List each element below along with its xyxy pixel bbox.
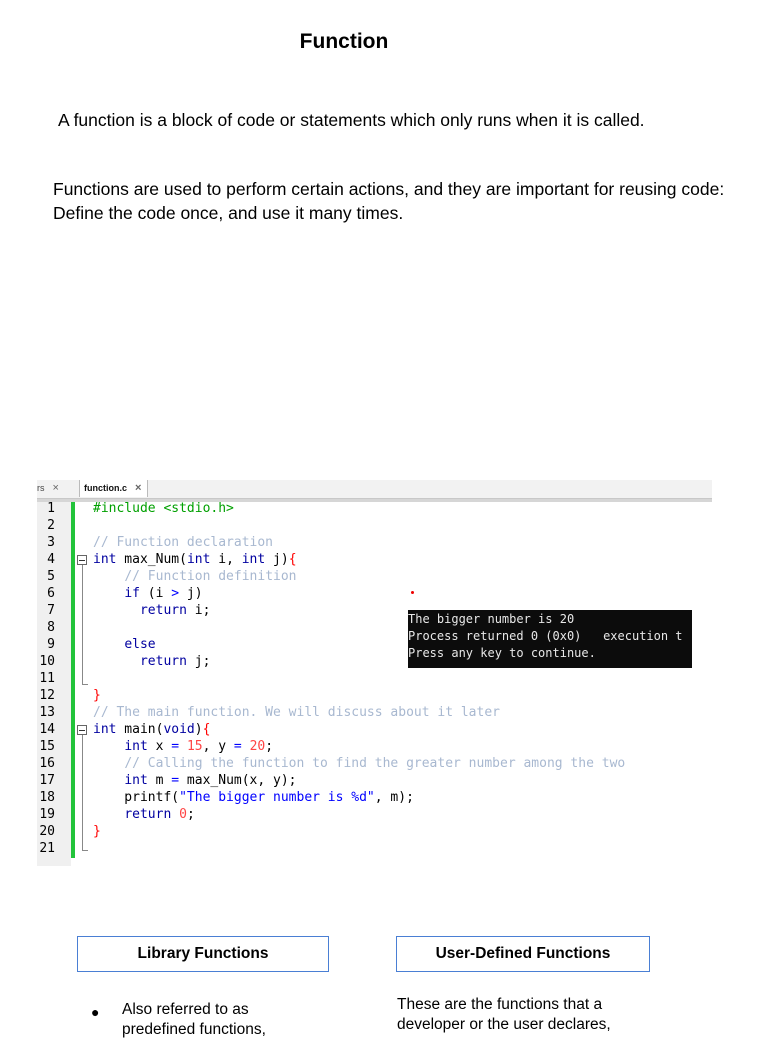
code-token: int: [124, 739, 148, 754]
line-number: 1: [47, 501, 55, 516]
tab-current-label: function.c: [84, 483, 127, 493]
bullet-icon: ●: [91, 1004, 100, 1020]
code-token: return: [139, 603, 187, 618]
fold-guide: [82, 735, 83, 850]
code-token: 0: [179, 807, 187, 822]
close-icon[interactable]: ×: [52, 482, 59, 494]
code-token: [171, 807, 179, 822]
tab-function-c[interactable]: [79, 480, 148, 497]
code-text: [93, 721, 210, 738]
code-text: [93, 636, 156, 653]
code-token: j;: [186, 654, 211, 669]
code-token: max_Num(: [116, 552, 187, 567]
fold-toggle-icon[interactable]: [77, 725, 87, 735]
code-token: i;: [186, 603, 211, 618]
code-token: else: [124, 637, 156, 652]
code-text: [93, 585, 203, 602]
code-line: [37, 517, 712, 534]
code-line: [37, 568, 712, 585]
line-number: 20: [39, 824, 55, 839]
code-line: [37, 789, 712, 806]
user-defined-description: These are the functions that a: [397, 996, 603, 1013]
code-line: [37, 738, 712, 755]
code-token: , m);: [374, 790, 414, 805]
user-defined-functions-box: User-Defined Functions: [396, 936, 650, 972]
code-token: [93, 773, 124, 788]
line-number: 19: [39, 807, 55, 822]
code-token: {: [288, 552, 297, 567]
purpose-paragraph: Functions are used to perform certain actions, and they are important for reusing code: Define the code once, and use it many times.: [53, 179, 725, 223]
code-token: ;: [186, 807, 195, 822]
code-token: ): [194, 722, 203, 737]
code-line: [37, 500, 712, 517]
code-line: [37, 772, 712, 789]
line-number: 13: [39, 705, 55, 720]
code-token: int: [241, 552, 266, 567]
console-line: Press any key to continue.: [408, 646, 596, 660]
code-line: [37, 551, 712, 568]
line-number: 16: [39, 756, 55, 771]
code-token: int: [93, 552, 117, 567]
code-token: j): [179, 586, 203, 601]
tab-previous-label: rs: [37, 483, 45, 493]
code-text: [93, 806, 195, 823]
line-number: 11: [39, 671, 55, 686]
library-description: Also referred to as: [122, 1001, 249, 1018]
line-number: 6: [47, 586, 55, 601]
code-token: "The bigger number is %d": [179, 790, 375, 805]
code-token: {: [202, 722, 211, 737]
line-number: 9: [47, 637, 55, 652]
tab-previous[interactable]: [37, 482, 59, 494]
line-number: 17: [39, 773, 55, 788]
line-number: 15: [39, 739, 55, 754]
line-number: 21: [39, 841, 55, 856]
code-token: [179, 739, 187, 754]
code-token: // Calling the function to find the greater number among the two: [124, 756, 626, 771]
code-token: #include <stdio.h>: [93, 501, 234, 516]
fold-end-marker: [82, 684, 88, 685]
code-text: [93, 568, 297, 585]
user-defined-description-continued: developer or the user declares,: [397, 1016, 611, 1033]
code-token: [93, 654, 140, 669]
code-token: max_Num(x, y);: [179, 773, 297, 788]
line-number: 3: [47, 535, 55, 550]
line-number: 8: [47, 620, 55, 635]
code-token: 15: [186, 739, 203, 754]
code-line: [37, 670, 712, 687]
code-text: [93, 738, 273, 755]
code-text: [93, 789, 414, 806]
code-token: [93, 807, 124, 822]
code-token: [93, 586, 124, 601]
code-line: [37, 687, 712, 704]
code-line: [37, 823, 712, 840]
code-token: // Function definition: [124, 569, 297, 584]
code-line: [37, 534, 712, 551]
code-text: [93, 653, 210, 670]
red-dot-marker: [411, 591, 414, 594]
code-token: // The main function. We will discuss about it later: [93, 705, 500, 720]
code-text: [93, 551, 297, 568]
code-token: i,: [210, 552, 242, 567]
intro-paragraph: A function is a block of code or statements which only runs when it is called.: [58, 110, 645, 130]
fold-guide: [82, 565, 83, 684]
code-token: (i: [139, 586, 172, 601]
line-number: 14: [39, 722, 55, 737]
code-token: j): [265, 552, 289, 567]
code-line: [37, 806, 712, 823]
code-token: printf(: [93, 790, 180, 805]
fold-toggle-icon[interactable]: [77, 555, 87, 565]
console-line: The bigger number is 20: [408, 612, 575, 626]
code-token: >: [171, 586, 180, 601]
code-token: [93, 756, 124, 771]
code-line: [37, 840, 712, 857]
code-token: // Function declaration: [93, 535, 274, 550]
code-token: return: [139, 654, 187, 669]
code-token: }: [93, 824, 101, 839]
code-token: 20: [249, 739, 266, 754]
line-number: 18: [39, 790, 55, 805]
code-text: [93, 687, 101, 704]
code-token: =: [171, 739, 180, 754]
code-text: [93, 704, 500, 721]
code-token: [93, 603, 140, 618]
code-token: x: [147, 739, 172, 754]
close-icon[interactable]: ×: [135, 482, 142, 494]
fold-end-marker: [82, 850, 88, 851]
code-token: int: [186, 552, 211, 567]
code-token: [93, 637, 124, 652]
code-token: [93, 739, 124, 754]
console-output: [408, 610, 692, 668]
line-number: 5: [47, 569, 55, 584]
line-number: 10: [39, 654, 55, 669]
code-token: }: [93, 688, 101, 703]
code-line: [37, 755, 712, 772]
console-line: Process returned 0 (0x0) execution t: [408, 629, 683, 643]
code-token: [93, 569, 124, 584]
line-number: 7: [47, 603, 55, 618]
code-token: if: [124, 586, 140, 601]
code-text: [93, 602, 210, 619]
code-token: [242, 739, 250, 754]
editor-tab-bar: [37, 480, 712, 499]
line-number: 12: [39, 688, 55, 703]
line-number: 2: [47, 518, 55, 533]
code-text: [93, 534, 273, 551]
code-token: m: [147, 773, 172, 788]
code-text: [93, 500, 234, 517]
code-token: int: [93, 722, 117, 737]
code-token: void: [163, 722, 195, 737]
code-editor-screenshot: [37, 480, 712, 866]
library-description-continued: predefined functions,: [122, 1021, 266, 1038]
code-token: return: [124, 807, 172, 822]
line-number: 4: [47, 552, 55, 567]
code-token: ;: [265, 739, 274, 754]
code-line: [37, 721, 712, 738]
code-token: main(: [116, 722, 164, 737]
code-token: =: [171, 773, 180, 788]
code-text: [93, 755, 625, 772]
code-line: [37, 704, 712, 721]
page-title: Function: [299, 30, 389, 53]
library-functions-box: Library Functions: [77, 936, 329, 972]
code-token: int: [124, 773, 148, 788]
code-text: [93, 823, 101, 840]
code-line: [37, 585, 712, 602]
code-token: , y: [202, 739, 234, 754]
code-token: =: [233, 739, 242, 754]
code-text: [93, 772, 297, 789]
